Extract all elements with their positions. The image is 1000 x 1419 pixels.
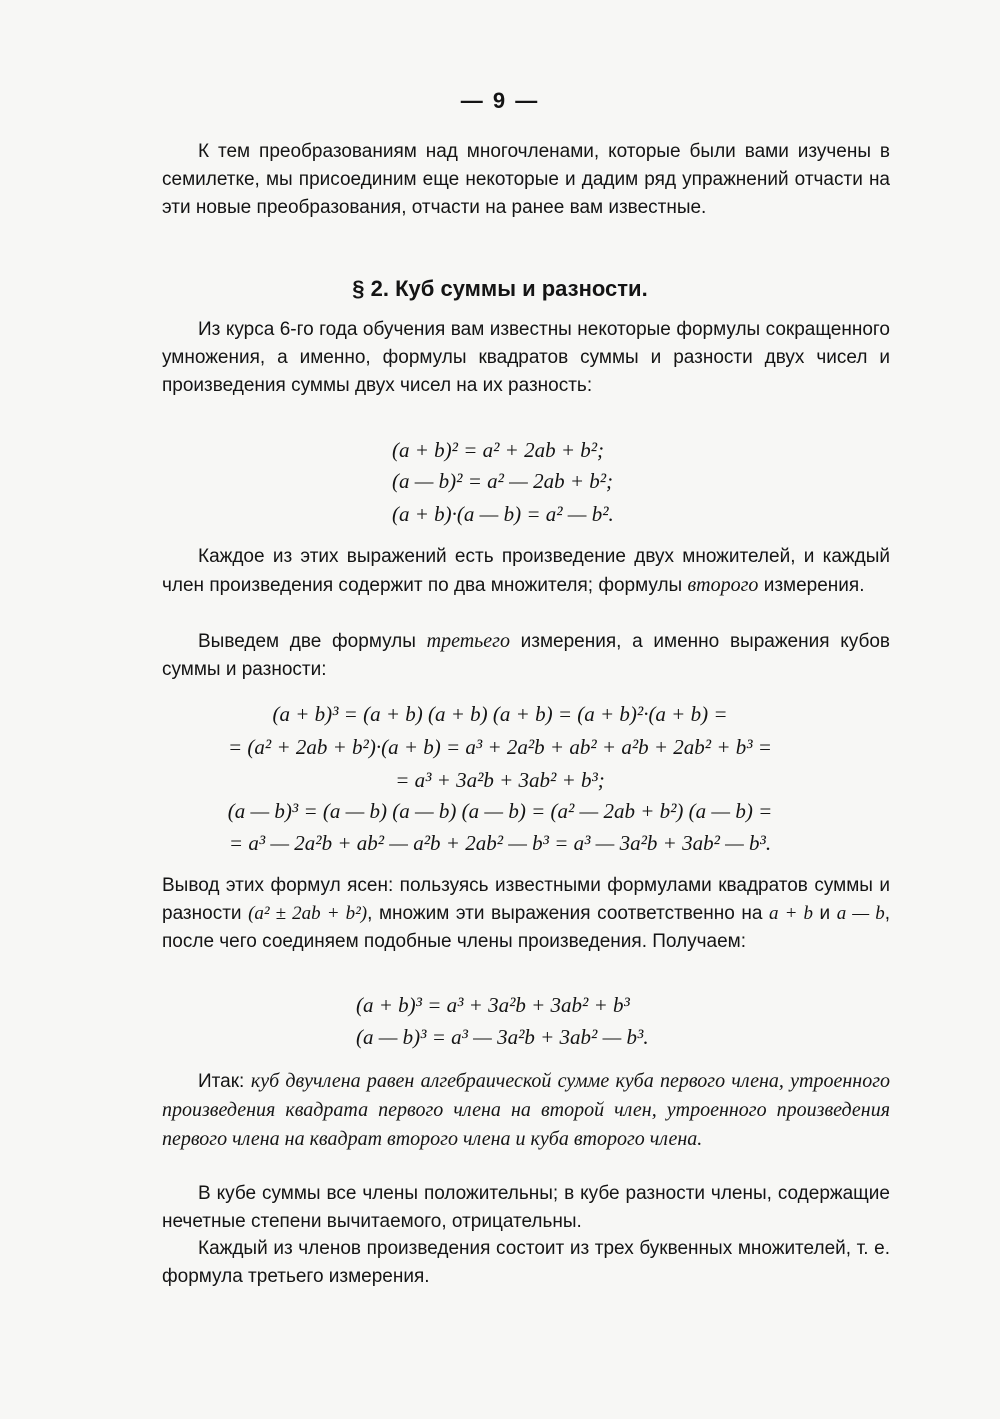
paragraph-2-italic: второго bbox=[687, 574, 759, 596]
paragraph-4-text-c: и bbox=[812, 903, 837, 924]
paragraph-6: В кубе суммы все члены положительны; в кубе разности члены, содержащие нечетные степени вычитаемого, отрицательны. bbox=[162, 1183, 890, 1232]
section-heading: § 2. Куб суммы и разности. bbox=[352, 276, 648, 301]
derivation-line-2: = (a² + 2ab + b²)·(a + b) = a³ + 2a²b + ab² + a²b + 2ab² + b³ = bbox=[228, 735, 772, 759]
paragraph-3-text-b: измерения, а именно выражения кубов суммы и разности: bbox=[162, 631, 891, 680]
paragraph-1: Из курса 6-го года обучения вам известны некоторые формулы сокращенного умножения, а именно, формулы квадратов суммы и разности двух чисел и произведения суммы двух чисел на их разность: bbox=[162, 319, 890, 396]
paragraph-5 bbox=[162, 1067, 890, 1154]
paragraph-4-math-b: a + b bbox=[769, 903, 813, 924]
derivation-line-3: = a³ + 3a²b + 3ab² + b³; bbox=[395, 768, 605, 792]
paragraph-2-text-b: измерения. bbox=[758, 575, 865, 596]
formula-square-difference: (a — b)² = a² — 2ab + b²; bbox=[392, 469, 614, 493]
derivation-line-5: = a³ — 2a²b + ab² — a²b + 2ab² — b³ = a³ — 3a²b + 3ab² — b³. bbox=[228, 831, 772, 855]
intro-paragraph: К тем преобразованиям над многочленами, которые были вами изучены в семилетке, мы присоединим еще некоторые и дадим ряд упражнений отчасти на эти новые преобразования, отчасти на ранее вам известные. bbox=[162, 141, 890, 218]
paragraph-4-text-a: Вывод этих формул ясен: пользуясь известными формулами квадратов суммы и разности bbox=[162, 875, 890, 924]
derivation-line-1: (a + b)³ = (a + b) (a + b) (a + b) = (a + b)²·(a + b) = bbox=[272, 702, 728, 726]
paragraph-4-text-b: , множим эти выражения соответственно на bbox=[367, 903, 770, 924]
paragraph-2 bbox=[162, 543, 890, 600]
formula-sum-times-difference: (a + b)·(a — b) = a² — b². bbox=[392, 502, 614, 526]
paragraph-4-math-a: (a² ± 2ab + b²) bbox=[248, 903, 368, 924]
paragraph-7: Каждый из членов произведения состоит из трех буквенных множителей, т. е. формула третьего измерения. bbox=[162, 1238, 890, 1287]
derivation-line-4: (a — b)³ = (a — b) (a — b) (a — b) = (a² — 2ab + b²) (a — b) = bbox=[227, 799, 773, 823]
paragraph-5-rule: куб двучлена равен алгебраической сумме куба первого члена, утроенного произведения квадрата первого члена на второй член, утроенного произведения первого члена на квадрат второго члена и куба второго члена. bbox=[162, 1070, 890, 1150]
formula-square-sum: (a + b)² = a² + 2ab + b²; bbox=[392, 438, 605, 462]
paragraph-3-text-a: Выведем две формулы bbox=[198, 631, 427, 652]
page-number: — 9 — bbox=[460, 88, 540, 113]
formula-cube-sum: (a + b)³ = a³ + 3a²b + 3ab² + b³ bbox=[356, 993, 630, 1017]
paragraph-3 bbox=[162, 627, 890, 684]
formula-cube-difference: (a — b)³ = a³ — 3a²b + 3ab² — b³. bbox=[356, 1025, 649, 1049]
paragraph-4-text-d: , после чего соединяем подобные члены произведения. Получаем: bbox=[162, 903, 891, 952]
paragraph-3-italic: третьего bbox=[426, 630, 510, 652]
paragraph-4 bbox=[162, 872, 890, 956]
paragraph-2-text-a: Каждое из этих выражений есть произведение двух множителей, и каждый член произведения содержит по два множителя; формулы bbox=[162, 546, 890, 596]
paragraph-4-math-c: a — b bbox=[836, 903, 885, 924]
paragraph-5-lead: Итак: bbox=[198, 1071, 251, 1092]
